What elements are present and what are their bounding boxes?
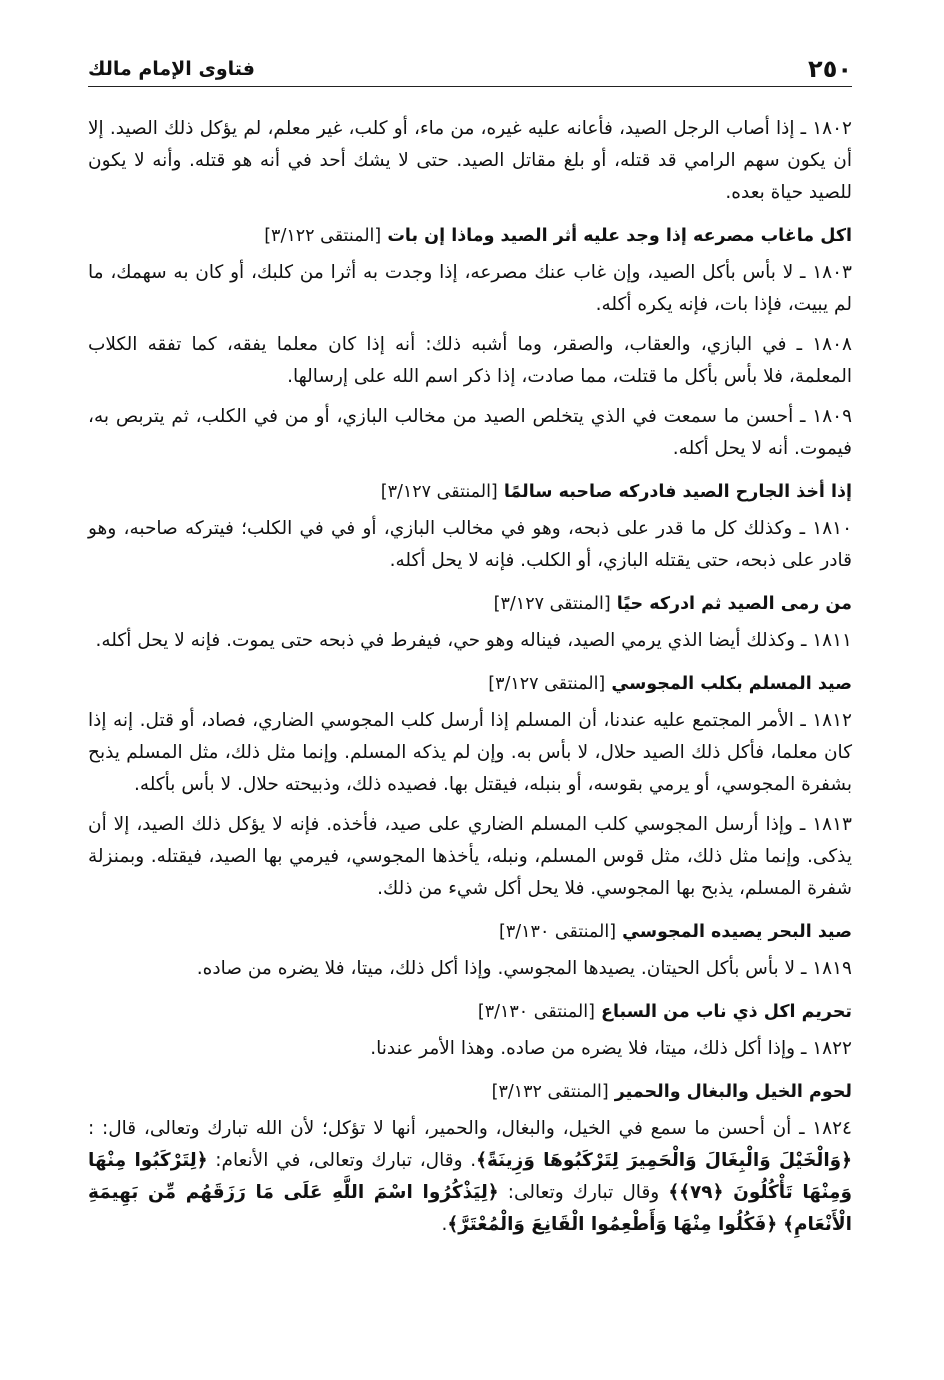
page-number: ٢٥٠ (808, 55, 852, 83)
final-entry: ١٨٢٤ ـ أن أحسن ما سمع في الخيل، والبغال، والحمير، أنها لا تؤكل؛ لأن الله تبارك وتعالى، قال: : ﴿وَالْخَيْلَ وَالْبِغَالَ وَالْحَمِيرَ لِتَرْكَبُوهَا وَزِينَةً﴾. وقال، تبارك وتعالى، في الأنعام: ﴿لِتَرْكَبُوا مِنْهَا وَمِنْهَا تَأْكُلُونَ ﴿٧٩﴾﴾ وقال تبارك وتعالى: ﴿لِيَذْكُرُوا اسْمَ اللَّهِ عَلَى مَا رَزَقَهُم مِّن بَهِيمَةِ الْأَنْعَامِ﴾ ﴿فَكُلُوا مِنْهَا وَأَطْعِمُوا الْقَانِعَ وَالْمُعْتَرَّ﴾. (88, 1118, 853, 1235)
heading-reference: [المنتقى ٣/١٢٢] (264, 226, 382, 246)
book-page (88, 0, 852, 1380)
entry-paragraph: ١٨٠٩ ـ أحسن ما سمعت في الذي يتخلص الصيد من مخالب البازي، أو من في الكلب، ثم يتربص به، فيموت. أنه لا يحل أكله. (88, 406, 853, 459)
entry-text: لا بأس بأكل الحيتان. يصيدها المجوسي. وإذا أكل ذلك، ميتا، فلا يضره من صاده. (196, 958, 796, 979)
quran-verse: ﴿لِيَذْكُرُوا اسْمَ اللَّهِ عَلَى مَا رَزَقَهُم مِّن بَهِيمَةِ الْأَنْعَامِ﴾ (88, 1182, 852, 1235)
heading-text: من رمى الصيد ثم ادركه حيًا (616, 594, 852, 614)
entry-text: وكذلك كل ما قدر على ذبحه، وهو في مخالب البازي، أو في في الكلب؛ فيتركه صاحبه، وهو قادر على ذبحه، حتى يقتله البازي، أو الكلب. فإنه لا يحل أكله. (88, 518, 852, 571)
page-content (88, 113, 852, 1249)
entry-text: . (441, 1214, 448, 1235)
entry-paragraph: ١٨٠٨ ـ في البازي، والعقاب، والصقر، وما أشبه ذلك: أنه إذا كان معلما يفقه، كما تفقه الكلاب المعلمة، فلا بأس بأكل ما قتلت، مما صادت، إذا ذكر اسم الله على إرسالها. (88, 334, 852, 387)
entry-number: ١٨٠٢ (812, 118, 852, 139)
entry-text: إذا أصاب الرجل الصيد، فأعانه عليه غيره، من ماء، أو كلب، غير معلم، لم يؤكل ذلك الصيد. إلا أن يكون سهم الرامي قد قتله، أو بلغ مقاتل الصيد. حتى لا يشك أحد في أنه هو قتله. وأنه لا يكون للصيد حياة بعده. (88, 118, 852, 203)
entry-number: ١٨١٢ (812, 710, 852, 731)
section-heading (88, 669, 852, 699)
entry-paragraph: ١٨١٢ ـ الأمر المجتمع عليه عندنا، أن المسلم إذا أرسل كلب المجوسي الضاري، فصاد، أو قتل. إنه إذا كان معلما، فأكل ذلك الصيد حلال، لا بأس به. وإن لم يذكه المسلم. وإنما مثل ذلك، مثل المسلم يذبح بشفرة المجوسي، أو يرمي بقوسه، أو بنبله، فيقتل بها. فصيده ذلك، وذبيحته حلال. لا بأس بأكله. (88, 710, 852, 795)
heading-reference: [المنتقى ٣/١٣٠] (477, 1002, 595, 1022)
entry-number: ١٨٠٣ (812, 262, 852, 283)
heading-text: تحريم اكل ذي ناب من السباع (601, 1002, 852, 1022)
heading-text: صيد المسلم بكلب المجوسي (611, 674, 852, 694)
heading-reference: [المنتقى ٣/١٣٢] (491, 1082, 609, 1102)
entry-number: ١٨٠٨ (812, 334, 852, 355)
entry-text: لا بأس بأكل الصيد، وإن غاب عنك مصرعه، إذا وجدت به أثرا من كلبك، أو كان به سهمك، ما لم يبيت، فإذا بات، فإنه يكره أكله. (88, 262, 852, 315)
entry-paragraph: ١٨١٠ ـ وكذلك كل ما قدر على ذبحه، وهو في مخالب البازي، أو في في الكلب؛ فيتركه صاحبه، وهو قادر على ذبحه، حتى يقتله البازي، أو الكلب. فإنه لا يحل أكله. (88, 518, 853, 571)
quran-verse: ﴿لِتَرْكَبُوا مِنْهَا وَمِنْهَا تَأْكُلُونَ ﴿٧٩﴾﴾ (88, 1150, 852, 1203)
entry-number: ١٨١٩ (812, 958, 852, 979)
entry-number: ١٨١٠ (812, 518, 853, 539)
entry-text: وإذا أكل ذلك، ميتا، فلا يضره من صاده. وهذا الأمر عندنا. (370, 1038, 796, 1059)
entry-paragraph: ١٨٠٣ ـ لا بأس بأكل الصيد، وإن غاب عنك مصرعه، إذا وجدت به أثرا من كلبك، أو كان به سهمك، ما لم يبيت، فإذا بات، فإنه يكره أكله. (88, 262, 852, 315)
entry-text: وكذلك أيضا الذي يرمي الصيد، فيناله وهو حي، فيفرط في ذبحه حتى يموت. فإنه لا يحل أكله. (95, 630, 796, 651)
entry-text: وقال تبارك وتعالى: (507, 1182, 660, 1203)
page-header (88, 52, 852, 87)
heading-text: اكل ماغاب مصرعه إذا وجد عليه أثر الصيد وماذا إن بات (387, 226, 852, 246)
entry-paragraph: ١٨٢٢ ـ وإذا أكل ذلك، ميتا، فلا يضره من صاده. وهذا الأمر عندنا. (370, 1038, 852, 1059)
entry-paragraph: ١٨٠٢ ـ إذا أصاب الرجل الصيد، فأعانه عليه غيره، من ماء، أو كلب، غير معلم، لم يؤكل ذلك الصيد. إلا أن يكون سهم الرامي قد قتله، أو بلغ مقاتل الصيد. حتى لا يشك أحد في أنه هو قتله. وأنه لا يكون للصيد حياة بعده. (88, 118, 852, 203)
section-heading (88, 477, 852, 507)
entry-text: وإذا أرسل المجوسي كلب المسلم الضاري على صيد، فأخذه. فإنه لا يؤكل ذلك الصيد، إلا أن يذكى. وإنما مثل ذلك، مثل قوس المسلم، ونبله، يأخذها المجوسي، فيرمي بها الصيد، فيقتله. وبمنزلة شفرة المسلم، يذبح بها المجوسي. فلا يحل أكل شيء من ذلك. (88, 814, 852, 899)
section-heading (88, 997, 852, 1027)
entry-number: ١٨٢٢ (812, 1038, 852, 1059)
entry-text: الأمر المجتمع عليه عندنا، أن المسلم إذا أرسل كلب المجوسي الضاري، فصاد، أو قتل. إنه إذا كان معلما، فأكل ذلك الصيد حلال، لا بأس به. وإن لم يذكه المسلم. وإنما مثل ذلك، مثل المسلم يذبح بشفرة المجوسي، أو يرمي بقوسه، أو بنبله، فيقتل بها. فصيده ذلك، وذبيحته حلال. لا بأس بأكله. (88, 710, 852, 795)
entry-number: ١٨١٣ (812, 814, 852, 835)
heading-reference: [المنتقى ٣/١٢٧] (488, 674, 606, 694)
section-heading (88, 917, 852, 947)
entry-number: ١٨١١ (812, 630, 852, 651)
entry-paragraph: ١٨١٩ ـ لا بأس بأكل الحيتان. يصيدها المجوسي. وإذا أكل ذلك، ميتا، فلا يضره من صاده. (196, 958, 852, 979)
heading-reference: [المنتقى ٣/١٢٧] (380, 482, 498, 502)
quran-verse: ﴿فَكُلُوا مِنْهَا وَأَطْعِمُوا الْقَانِعَ وَالْمُعْتَرَّ﴾ (447, 1214, 778, 1235)
entry-text: . وقال، تبارك وتعالى، في الأنعام: (215, 1150, 477, 1171)
heading-reference: [المنتقى ٣/١٣٠] (499, 922, 617, 942)
heading-text: لحوم الخيل والبغال والحمير (614, 1082, 852, 1102)
heading-text: صيد البحر يصيده المجوسي (622, 922, 852, 942)
heading-text: إذا أخذ الجارح الصيد فادركه صاحبه سالمًا (503, 482, 852, 502)
entry-paragraph: ١٨١١ ـ وكذلك أيضا الذي يرمي الصيد، فيناله وهو حي، فيفرط في ذبحه حتى يموت. فإنه لا يحل أكله. (95, 630, 852, 651)
entry-number: ١٨٢٤ (812, 1118, 852, 1139)
entry-number: ١٨٠٩ (812, 406, 853, 427)
entry-paragraph: ١٨١٣ ـ وإذا أرسل المجوسي كلب المسلم الضاري على صيد، فأخذه. فإنه لا يؤكل ذلك الصيد، إلا أن يذكى. وإنما مثل ذلك، مثل قوس المسلم، ونبله، يأخذها المجوسي، فيرمي بها الصيد، فيقتله. وبمنزلة شفرة المسلم، يذبح بها المجوسي. فلا يحل أكل شيء من ذلك. (88, 814, 852, 899)
entry-text: في البازي، والعقاب، والصقر، وما أشبه ذلك: أنه إذا كان معلما يفقه، كما تفقه الكلاب المعلمة، فلا بأس بأكل ما قتلت، مما صادت، إذا ذكر اسم الله على إرسالها. (88, 334, 852, 387)
running-title: فتاوى الإمام مالك (88, 58, 255, 80)
section-heading (88, 589, 852, 619)
entry-text: أحسن ما سمعت في الذي يتخلص الصيد من مخالب البازي، أو من في الكلب، ثم يتربص به، فيموت. أنه لا يحل أكله. (88, 406, 852, 459)
section-heading (88, 1077, 852, 1107)
entry-text: أن أحسن ما سمع في الخيل، والبغال، والحمير، أنها لا تؤكل؛ لأن الله تبارك وتعالى، قال: : (88, 1118, 792, 1139)
quran-verse: ﴿وَالْخَيْلَ وَالْبِغَالَ وَالْحَمِيرَ لِتَرْكَبُوهَا وَزِينَةً﴾ (476, 1150, 853, 1171)
heading-reference: [المنتقى ٣/١٢٧] (493, 594, 611, 614)
section-heading (88, 221, 852, 251)
